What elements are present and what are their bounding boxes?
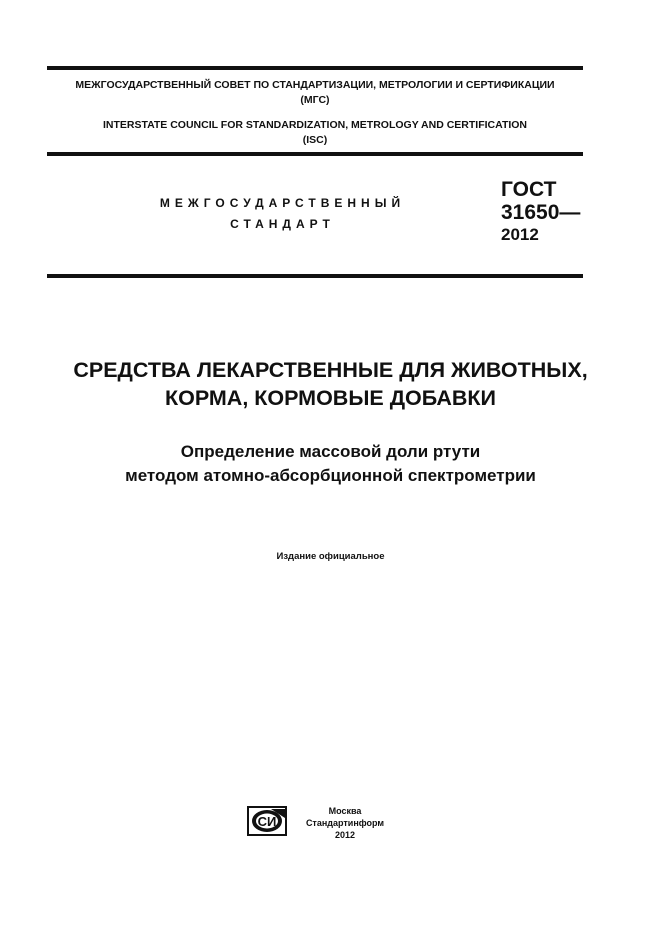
publisher-name: Стандартинформ [305,818,385,828]
gost-designation [501,178,580,246]
council-name-ru-text: МЕЖГОСУДАРСТВЕННЫЙ СОВЕТ ПО СТАНДАРТИЗАЦИИ, МЕТРОЛОГИИ И СЕРТИФИКАЦИИ [75,79,555,91]
council-name-en [47,118,583,148]
council-abbr-en: (ISC) [302,134,328,146]
designation-rule [47,274,583,278]
document-title-line2: КОРМА, КОРМОВЫЕ ДОБАВКИ [164,386,496,410]
top-rule [47,66,583,70]
document-subtitle-line2: методом атомно-абсорбционной спектрометрии [125,466,536,485]
gost-label: ГОСТ [501,178,557,201]
standard-type-line1: МЕЖГОСУДАРСТВЕННЫЙ [159,196,406,210]
publisher-year: 2012 [334,830,356,840]
publisher-city: Москва [328,806,362,816]
document-title-line1: СРЕДСТВА ЛЕКАРСТВЕННЫЕ ДЛЯ ЖИВОТНЫХ, [73,358,588,382]
publisher-info [300,805,390,841]
standard-type-label [150,193,415,235]
council-name-en-text: INTERSTATE COUNCIL FOR STANDARDIZATION, METROLOGY AND CERTIFICATION [102,119,528,131]
edition-note: Издание официальное [276,551,385,562]
gost-year: 2012 [501,225,539,244]
standard-type-line2: СТАНДАРТ [230,217,335,231]
document-title [20,356,641,412]
council-name-ru [47,78,583,108]
document-subtitle [20,440,641,488]
standartinform-logo-icon [247,806,287,836]
gost-number: 31650— [501,201,581,224]
council-abbr-ru: (МГС) [300,94,330,106]
svg-text:СИ: СИ [257,814,277,829]
document-subtitle-line1: Определение массовой доли ртути [180,442,481,461]
header-rule [47,152,583,156]
